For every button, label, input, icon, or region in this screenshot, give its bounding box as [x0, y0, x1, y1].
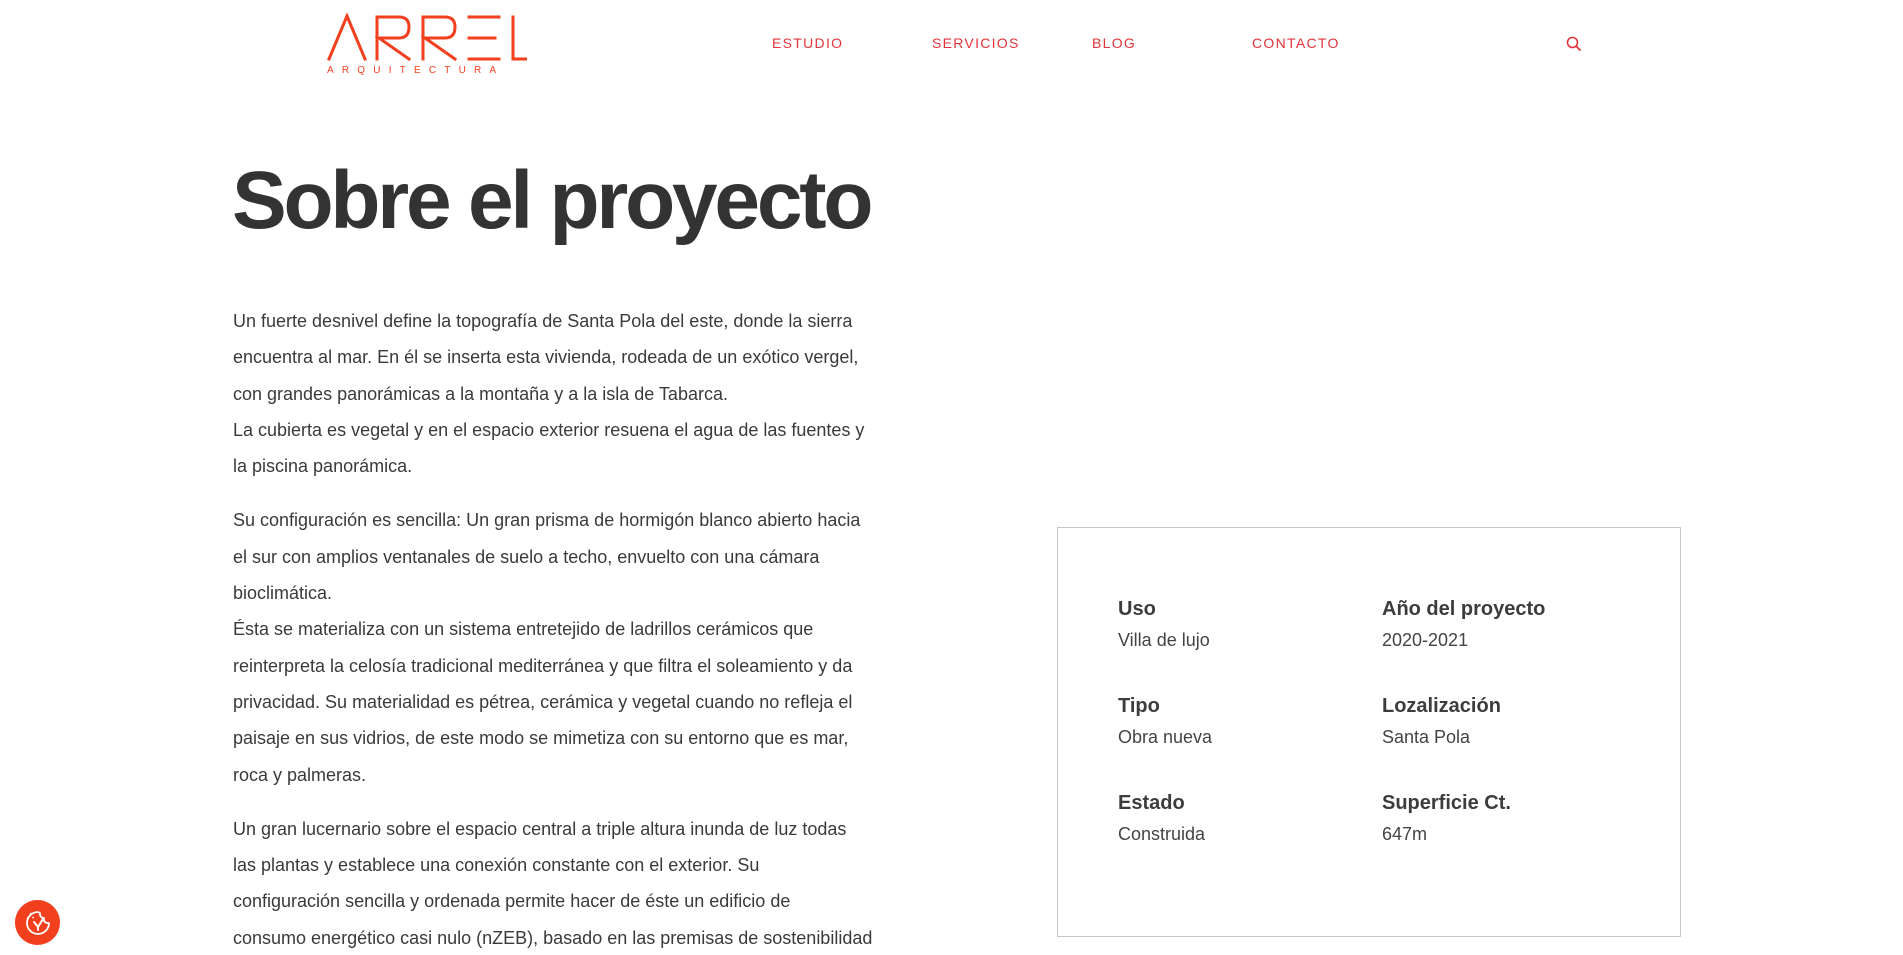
text-line: roca y palmeras. — [233, 764, 367, 785]
search-icon — [1565, 35, 1583, 53]
cookie-consent-icon — [23, 908, 53, 938]
nav-item-blog[interactable]: BLOG — [1092, 35, 1137, 51]
nav-item-servicios[interactable]: SERVICIOS — [932, 35, 1020, 51]
detail-label: Estado — [1118, 792, 1185, 814]
detail-label: Superficie Ct. — [1382, 792, 1511, 814]
text-line: Un gran lucernario sobre el espacio central a triple altura inunda de luz todas — [233, 818, 847, 839]
text-line: encuentra al mar. En él se inserta esta vivienda, rodeada de un exótico vergel, — [233, 347, 859, 368]
description-paragraph — [233, 502, 978, 792]
detail-label: Lozalización — [1382, 695, 1501, 717]
detail-localizacion — [1382, 696, 1501, 746]
detail-ano — [1382, 599, 1545, 649]
detail-superficie — [1382, 793, 1511, 843]
project-details-box — [1057, 527, 1681, 937]
description-paragraph — [233, 811, 978, 955]
detail-value: Obra nueva — [1118, 727, 1213, 747]
text-line: Su configuración es sencilla: Un gran prisma de hormigón blanco abierto hacia — [233, 510, 861, 531]
search-button[interactable] — [1565, 35, 1585, 55]
detail-value: Santa Pola — [1382, 727, 1471, 747]
cookie-settings-button[interactable] — [15, 900, 60, 945]
detail-tipo — [1118, 696, 1212, 746]
text-line: configuración sencilla y ordenada permite hacer de éste un edificio de — [233, 891, 791, 912]
detail-estado — [1118, 793, 1205, 843]
text-line: paisaje en sus vidrios, de este modo se mimetiza con su entorno que es mar, — [233, 728, 849, 749]
text-line: el sur con amplios ventanales de suelo a techo, envuelto con una cámara — [233, 546, 820, 567]
text-line: reinterpreta la celosía tradicional mediterránea y que filtra el soleamiento y da — [233, 655, 853, 676]
text-line: la piscina panorámica. — [233, 456, 413, 477]
text-line: consumo energético casi nulo (nZEB), basado en las premisas de sostenibilidad — [233, 927, 873, 948]
page-title: Sobre el proyecto — [232, 155, 871, 246]
description-paragraph — [233, 303, 978, 484]
detail-label: Uso — [1118, 598, 1156, 620]
site-header — [0, 0, 1903, 90]
project-description — [233, 303, 978, 955]
text-line: privacidad. Su materialidad es pétrea, cerámica y vegetal cuando no refleja el — [233, 691, 853, 712]
detail-value: Construida — [1118, 824, 1206, 844]
text-line: Ésta se materializa con un sistema entretejido de ladrillos cerámicos que — [233, 619, 814, 640]
detail-value: 647m — [1382, 824, 1428, 844]
nav-item-contacto[interactable]: CONTACTO — [1252, 35, 1340, 51]
detail-label: Tipo — [1118, 695, 1160, 717]
detail-label: Año del proyecto — [1382, 598, 1546, 620]
text-line: con grandes panorámicas a la montaña y a la isla de Tabarca. — [233, 383, 728, 404]
logo-subtitle: ARQUITECTURA — [327, 65, 505, 76]
text-line: bioclimática. — [233, 583, 333, 604]
detail-value: Villa de lujo — [1118, 630, 1210, 650]
logo-wordmark-icon — [327, 13, 527, 63]
detail-uso — [1118, 599, 1210, 649]
text-line: Un fuerte desnivel define la topografía de Santa Pola del este, donde la sierra — [233, 311, 853, 331]
text-line: La cubierta es vegetal y en el espacio exterior resuena el agua de las fuentes y — [233, 419, 865, 440]
nav-item-estudio[interactable]: ESTUDIO — [772, 35, 844, 51]
detail-value: 2020-2021 — [1382, 630, 1469, 650]
text-line: las plantas y establece una conexión constante con el exterior. Su — [233, 855, 760, 876]
logo[interactable] — [327, 13, 527, 77]
